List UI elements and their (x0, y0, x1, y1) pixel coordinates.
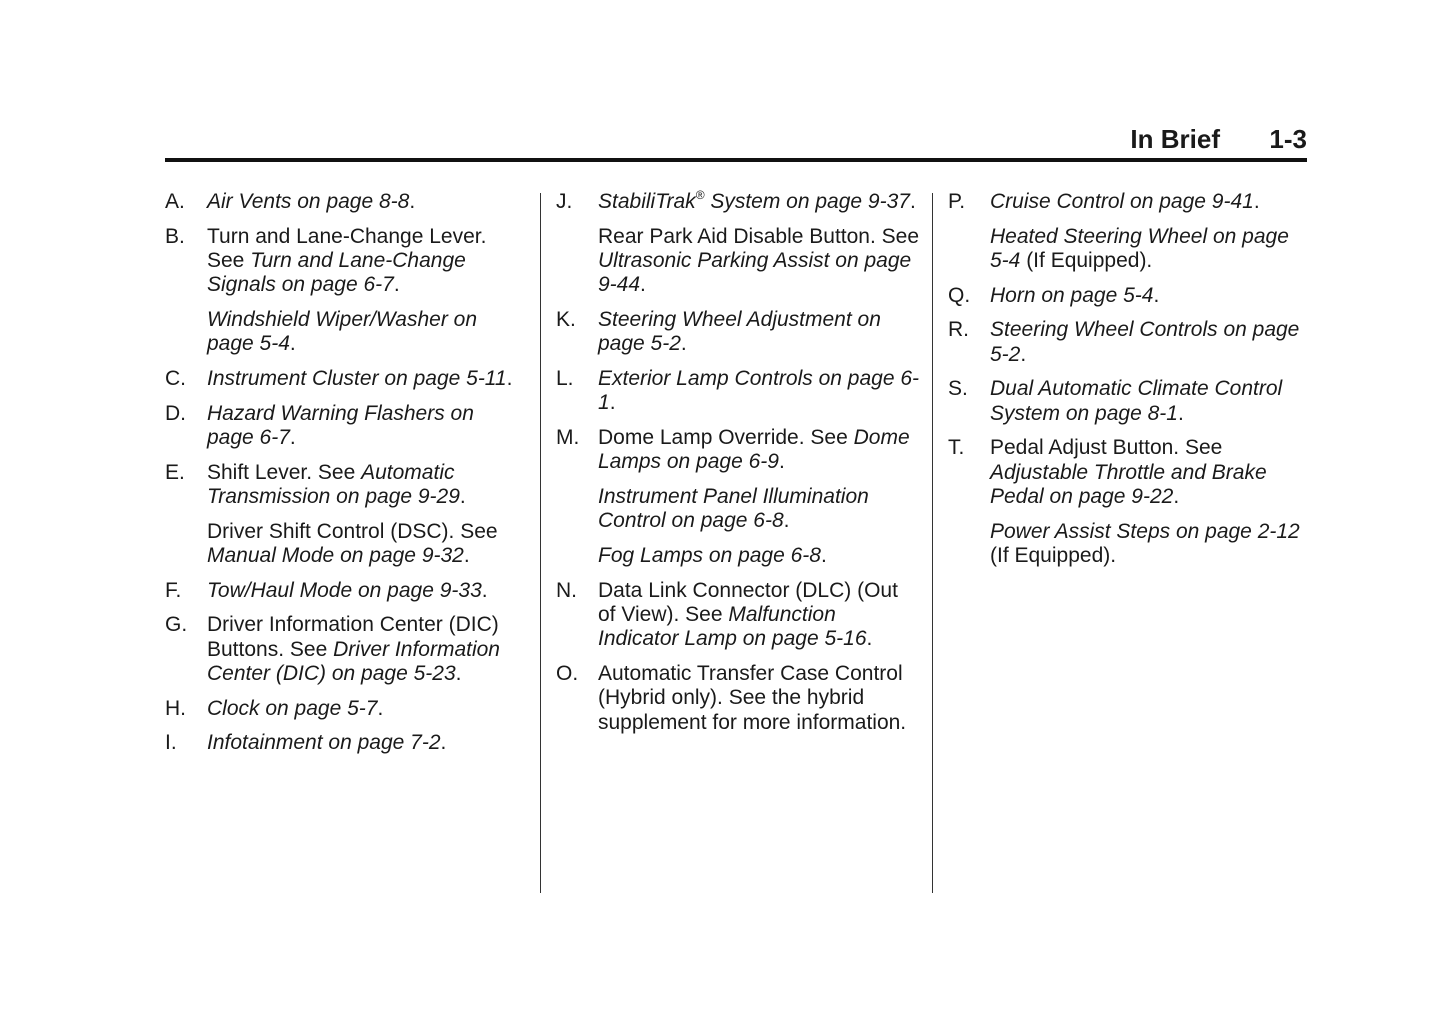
page-reference: Horn on page 5-4 (990, 283, 1154, 307)
item-description: Driver Information Center (DIC) Buttons. See (207, 613, 499, 661)
legend-item-m-extra-2: Fog Lamps on page 6-8. (598, 544, 827, 567)
legend-column-1 (165, 190, 525, 766)
page-reference: Power Assist Steps on page 2-12 (990, 519, 1300, 543)
item-letter: F. (165, 578, 182, 602)
legend-item-n: N. Data Link Connector (DLC) (Out of View). See Malfunction Indicator Lamp on page 5-16. (556, 578, 898, 651)
legend-item-s: S. Dual Automatic Climate Control System on page 8-1. (948, 377, 1283, 425)
page-reference: Ultrasonic Parking Assist on page 9-44 (598, 249, 912, 297)
legend-item-b-extra: Windshield Wiper/Washer on page 5-4. (207, 308, 478, 356)
item-letter: H. (165, 696, 186, 720)
legend-item-j-extra: Rear Park Aid Disable Button. See Ultrasonic Parking Assist on page 9-44. (598, 224, 920, 297)
item-letter: L. (556, 367, 574, 390)
item-letter: A. (165, 190, 185, 213)
legend-item-p-extra (948, 225, 1313, 274)
item-letter: T. (948, 436, 965, 460)
item-letter: B. (165, 224, 185, 248)
item-letter: P. (948, 190, 966, 213)
legend-item-o (556, 662, 921, 735)
item-description: Pedal Adjust Button. See (990, 436, 1223, 460)
legend-item-h: H. Clock on page 5-7. (165, 696, 384, 720)
legend-item-m-extra-1: Instrument Panel Illumination Control on page 6-8. (598, 485, 869, 533)
item-letter: E. (165, 460, 185, 484)
item-description: Rear Park Aid Disable Button. See (598, 224, 920, 248)
item-description: Shift Lever. See (207, 460, 362, 484)
legend-column-3 (948, 190, 1313, 579)
page-reference: Instrument Cluster on page 5-11 (207, 367, 507, 390)
legend-item-l: L. Exterior Lamp Controls on page 6-1. (556, 367, 919, 415)
page-reference: Manual Mode on page 9-32 (207, 544, 464, 567)
item-letter: I. (165, 731, 177, 755)
page-reference: Clock on page 5-7 (207, 696, 378, 720)
page-reference (598, 190, 910, 213)
page-reference: Dual Automatic Climate Control System on page 8-1 (990, 377, 1283, 425)
item-description: Turn and Lane-Change Lever. See (207, 224, 487, 272)
item-description: Automatic Transfer Case Control (Hybrid only). See the hybrid supplement for more information. (598, 662, 907, 734)
page-reference-tail: System on page 9-37 (704, 190, 910, 213)
page-reference: Driver Information Center (DIC) on page 5-23 (207, 637, 500, 685)
legend-item-i: I. Infotainment on page 7-2. (165, 731, 447, 755)
item-letter: M. (556, 426, 580, 449)
legend-item-c: C. Instrument Cluster on page 5-11. (165, 367, 513, 390)
legend-item-e: E. Shift Lever. See Automatic Transmission on page 9-29. (165, 460, 466, 508)
legend-item-d: D. Hazard Warning Flashers on page 6-7. (165, 401, 474, 449)
column-divider (540, 193, 541, 893)
item-letter: S. (948, 377, 968, 401)
page-reference: Tow/Haul Mode on page 9-33 (207, 578, 482, 602)
page-reference: Fog Lamps on page 6-8 (598, 544, 821, 567)
item-letter: D. (165, 401, 186, 425)
legend-item-t: T. Pedal Adjust Button. See Adjustable Throttle and Brake Pedal on page 9-22. (948, 436, 1267, 508)
legend-item-j: J. StabiliTrak® System on page 9-37. (556, 188, 916, 213)
item-description: Driver Shift Control (DSC). See (207, 519, 498, 543)
legend-item-k: K. Steering Wheel Adjustment on page 5-2. (556, 308, 881, 356)
item-letter: O. (556, 662, 579, 685)
page-reference: Automatic Transmission on page 9-29 (207, 460, 460, 508)
item-note: (If Equipped). (990, 544, 1117, 567)
item-description: Dome Lamp Override. See (598, 426, 854, 449)
legend-item-t-extra (948, 520, 1313, 569)
item-letter: Q. (948, 283, 971, 307)
column-divider (932, 193, 933, 893)
page-reference: Infotainment on page 7-2 (207, 731, 441, 755)
page-reference: Adjustable Throttle and Brake Pedal on page 9-22 (990, 460, 1267, 508)
page-reference: Cruise Control on page 9-41 (990, 190, 1254, 213)
item-description: Data Link Connector (DLC) (Out of View). See (598, 578, 898, 626)
legend-item-g: G. Driver Information Center (DIC) Buttons. See Driver Information Center (DIC) on page 5-23. (165, 613, 500, 685)
page-reference: Steering Wheel Adjustment on page 5-2 (598, 308, 881, 356)
legend-column-2 (556, 190, 921, 745)
registered-mark: ® (695, 188, 705, 202)
item-letter: G. (165, 613, 188, 637)
legend-item-p: P. Cruise Control on page 9-41. (948, 190, 1260, 213)
legend-item-r: R. Steering Wheel Controls on page 5-2. (948, 318, 1300, 366)
page-header (165, 120, 1307, 162)
legend-item-f: F. Tow/Haul Mode on page 9-33. (165, 578, 488, 602)
item-letter: K. (556, 308, 576, 331)
legend-item-q: Q. Horn on page 5-4. (948, 283, 1160, 307)
page-reference: Turn and Lane-Change Signals on page 6-7 (207, 249, 466, 297)
section-title: In Brief (1130, 124, 1220, 154)
legend-item-b: B. Turn and Lane-Change Lever. See Turn and Lane-Change Signals on page 6-7. (165, 224, 487, 297)
page-reference: Windshield Wiper/Washer on page 5-4 (207, 308, 478, 356)
legend-item-e-extra: Driver Shift Control (DSC). See Manual Mode on page 9-32. (207, 519, 498, 567)
item-letter: C. (165, 367, 186, 390)
item-letter: R. (948, 318, 969, 342)
item-letter: J. (556, 190, 573, 213)
page-reference: Hazard Warning Flashers on page 6-7 (207, 401, 474, 449)
page-reference: Dome Lamps on page 6-9 (598, 426, 910, 474)
legend-item-a: A. Air Vents on page 8-8. (165, 190, 416, 213)
item-note: (If Equipped). (1020, 249, 1153, 272)
brand-name: StabiliTrak (598, 190, 696, 213)
page-number: 1-3 (1269, 124, 1307, 154)
page-reference: Heated Steering Wheel on page 5-4 (990, 224, 1289, 272)
page-reference: Malfunction Indicator Lamp on page 5-16 (598, 603, 867, 651)
page-reference: Air Vents on page 8-8 (207, 190, 410, 213)
page-reference: Steering Wheel Controls on page 5-2 (990, 318, 1300, 366)
legend-item-m: M. Dome Lamp Override. See Dome Lamps on page 6-9. (556, 426, 910, 474)
page-reference: Instrument Panel Illumination Control on page 6-8 (598, 485, 869, 533)
item-letter: N. (556, 578, 577, 602)
page-reference: Exterior Lamp Controls on page 6-1 (598, 367, 919, 415)
